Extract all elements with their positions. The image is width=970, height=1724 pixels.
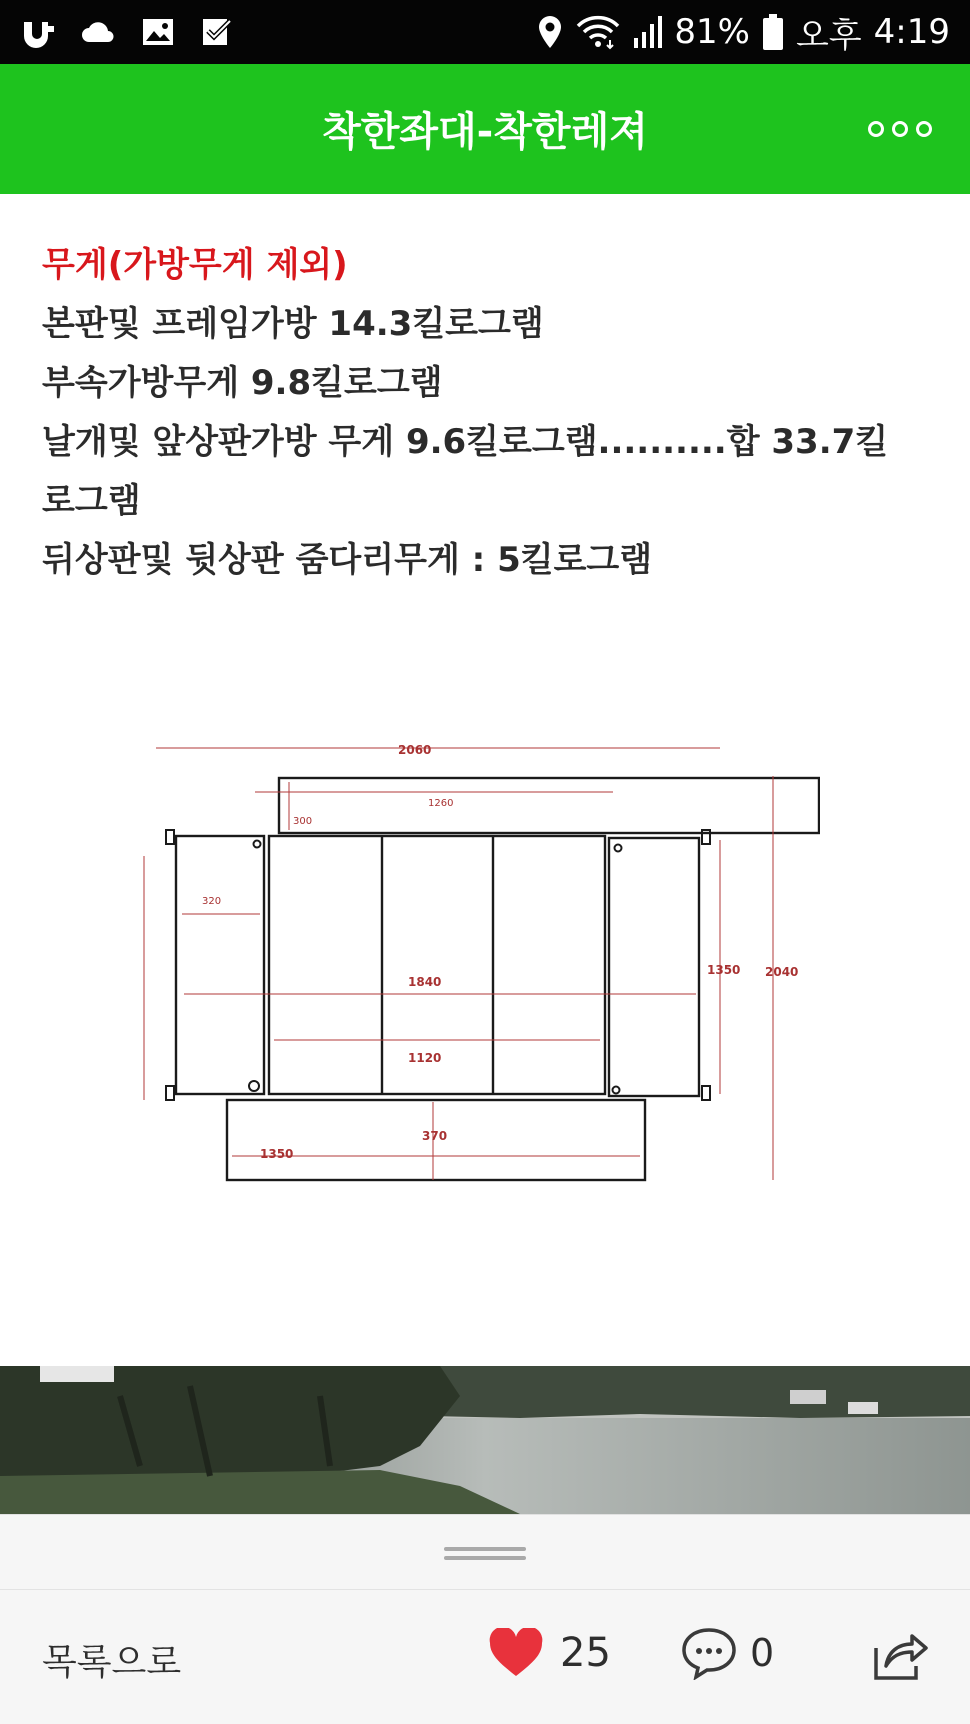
time-period: 오후 [795,15,862,56]
more-dots-icon [868,121,884,137]
like-count: 25 [560,1630,611,1676]
app-header [0,64,970,194]
text-line: 부속가방무게 9.8킬로그램 [42,363,443,403]
panel-handle-bar[interactable] [0,1514,970,1590]
dim-label: 300 [293,816,313,827]
back-to-list-link[interactable]: 목록으로 [42,1642,182,1683]
image-icon [140,16,176,48]
dim-label: 2060 [398,743,432,757]
more-dots-icon [916,121,932,137]
dim-label: 2040 [765,965,799,979]
more-options-button[interactable] [868,114,932,144]
dim-label: 320 [202,896,222,907]
post-body [42,236,942,590]
check-box-icon [200,16,236,48]
right-wing [609,838,699,1096]
weight-heading: 무게(가방무게 제외) [42,245,348,285]
wifi-icon [576,14,620,50]
battery-percent: 81% [674,12,750,52]
status-bar-right [536,10,950,54]
heart-icon [488,1628,544,1678]
signal-icon [632,14,662,50]
comment-count: 0 [750,1631,775,1675]
location-icon [536,14,564,50]
cloud-icon [80,16,116,48]
bottom-action-bar [0,1590,970,1724]
page-title: 착한좌대-착한레져 [322,109,648,155]
left-wing [176,836,264,1094]
battery-icon [762,13,784,51]
drag-handle-icon[interactable] [444,1547,526,1561]
status-bar [0,0,970,64]
clock-time: 4:19 [873,12,950,52]
share-icon [870,1630,930,1682]
comment-button[interactable] [680,1626,774,1680]
dim-label: 1350 [260,1147,294,1161]
more-dots-icon [892,121,908,137]
u-plus-icon [20,16,56,48]
status-bar-left [20,14,236,50]
text-line: 로그램 [42,481,141,521]
dim-label: 370 [422,1129,448,1143]
text-line: 본판및 프레임가방 14.3킬로그램 [42,304,544,344]
dimension-diagram [140,730,820,1230]
lake-photo [0,1366,970,1514]
like-button[interactable] [488,1628,611,1678]
text-line: 뒤상판및 뒷상판 줌다리무게 : 5킬로그램 [42,540,653,580]
comment-bubble-icon [680,1626,738,1680]
top-panel [279,778,819,833]
dim-label: 1350 [707,963,741,977]
text-line: 날개및 앞상판가방 무게 9.6킬로그램..........합 33.7킬 [42,422,889,462]
dim-label: 1260 [428,798,454,809]
dim-label: 1120 [408,1051,442,1065]
dim-label: 1840 [408,975,442,989]
share-button[interactable] [870,1630,930,1686]
